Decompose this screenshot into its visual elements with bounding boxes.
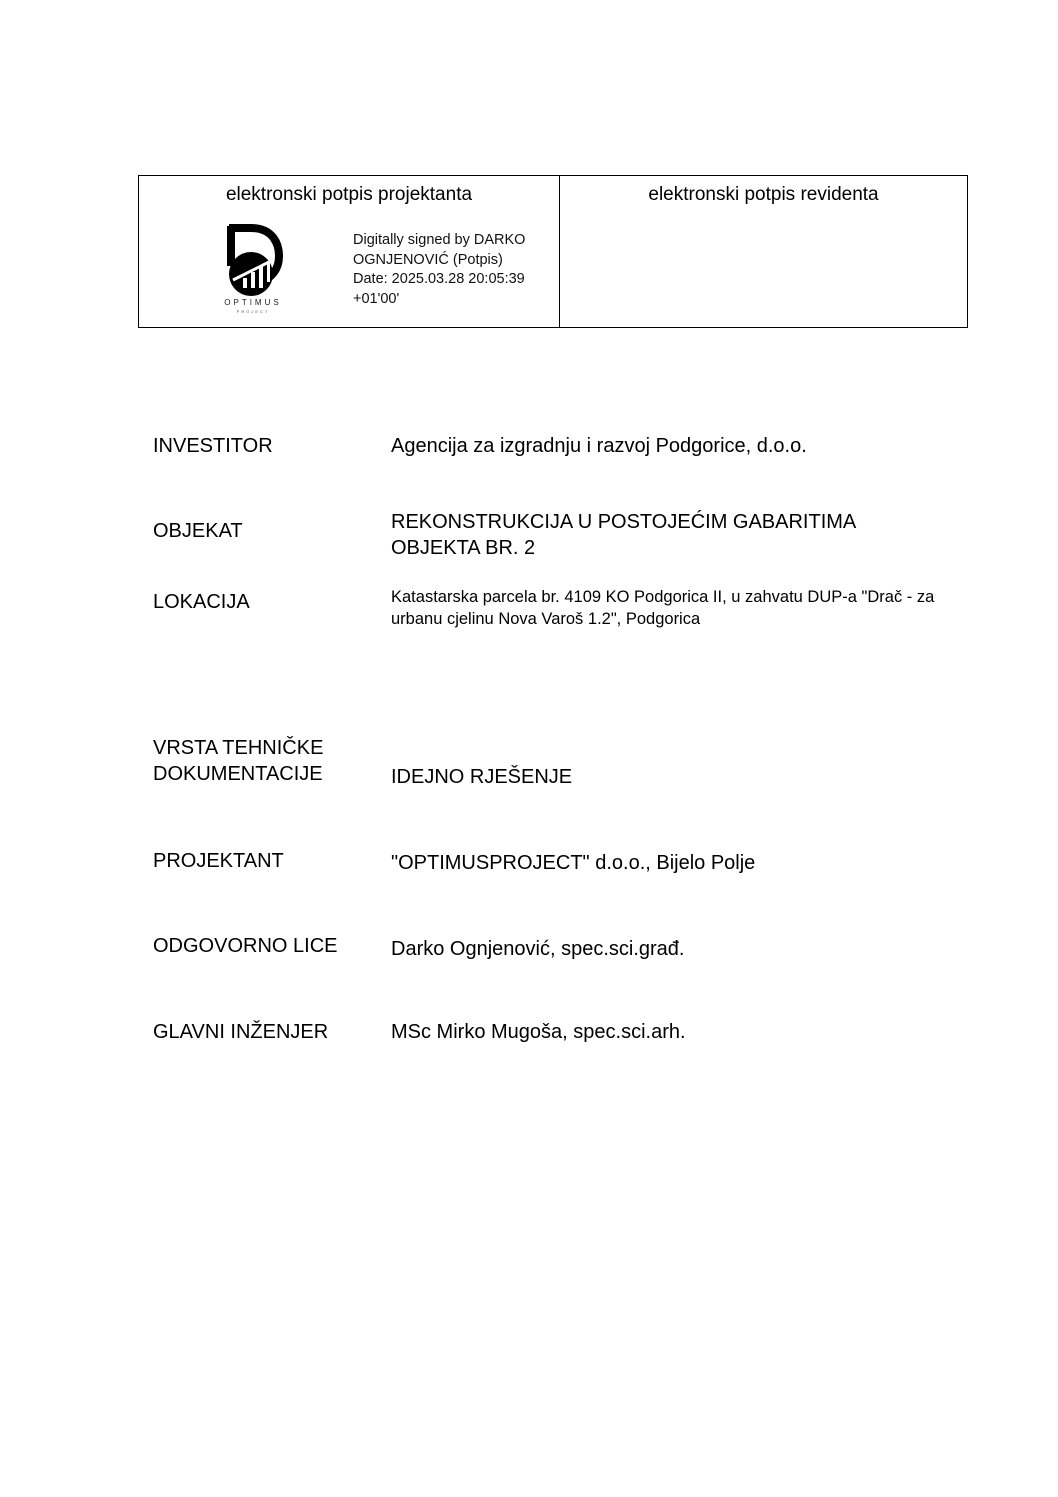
investitor-value: Agencija za izgradnju i razvoj Podgorice, d.o.o. (391, 435, 807, 457)
vrsta-label-line-2: DOKUMENTACIJE (153, 763, 323, 785)
signature-line: OGNJENOVIĆ (Potpis) (353, 251, 503, 268)
odgovorno-lice-value: Darko Ognjenović, spec.sci.građ. (391, 938, 685, 960)
signature-table (138, 175, 968, 328)
signature-line: +01'00' (353, 290, 400, 307)
optimus-logo-icon (221, 222, 285, 314)
objekat-value-line-2: OBJEKTA BR. 2 (391, 537, 536, 559)
objekat-value-line-1: REKONSTRUKCIJA U POSTOJEĆIM GABARITIMA (391, 511, 857, 533)
lokacija-label: LOKACIJA (153, 591, 250, 613)
designer-signature-header: elektronski potpis projektanta (225, 184, 473, 205)
glavni-inzenjer-value: MSc Mirko Mugoša, spec.sci.arh. (391, 1021, 686, 1043)
digital-signature-text (353, 231, 525, 309)
odgovorno-lice-label: ODGOVORNO LICE (153, 935, 338, 957)
projektant-value: "OPTIMUSPROJECT" d.o.o., Bijelo Polje (391, 852, 756, 874)
lokacija-value-line-1: Katastarska parcela br. 4109 KO Podgorica II, u zahvatu DUP-a "Drač - za (391, 588, 935, 606)
reviewer-signature-cell (560, 176, 967, 327)
vrsta-value: IDEJNO RJEŠENJE (391, 766, 573, 788)
reviewer-signature-header: elektronski potpis revidenta (648, 184, 879, 205)
logo-caption: OPTIMUS (224, 298, 282, 307)
signature-line: Digitally signed by DARKO (353, 232, 526, 248)
objekat-label: OBJEKAT (153, 520, 243, 542)
logo-subcaption: PROJECT (236, 309, 270, 314)
lokacija-value-line-2: urbanu cjelinu Nova Varoš 1.2", Podgorica (391, 610, 701, 628)
designer-signature-cell (139, 176, 560, 327)
glavni-inzenjer-label: GLAVNI INŽENJER (153, 1021, 329, 1043)
investitor-label: INVESTITOR (153, 435, 273, 457)
signature-line: Date: 2025.03.28 20:05:39 (353, 271, 525, 287)
projektant-label: PROJEKTANT (153, 850, 284, 872)
vrsta-label-line-1: VRSTA TEHNIČKE (153, 737, 324, 759)
